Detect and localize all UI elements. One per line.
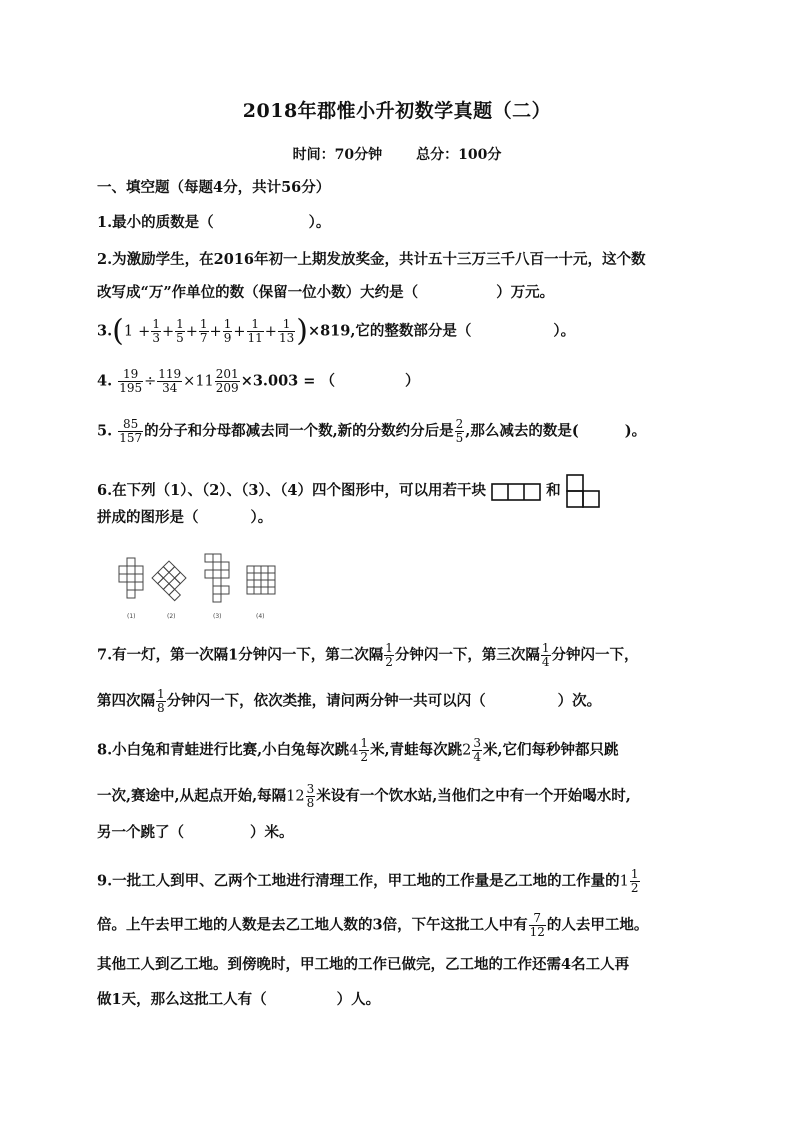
- plus-sign: +: [161, 323, 175, 340]
- fraction: $\frac{1}{4}$: [541, 641, 550, 669]
- fraction: $\frac{3}{4}$: [473, 736, 481, 764]
- fraction: $\frac{1}{11}$: [247, 317, 263, 345]
- q3-fraction-sum: [138, 317, 296, 345]
- fraction: $\frac{1}{2}$: [385, 641, 393, 669]
- fraction: $\frac{1}{2}$: [630, 867, 639, 895]
- question-2-line-2: 改写成“万”作单位的数（保留一位小数）大约是（ ）万元。: [97, 284, 555, 301]
- fraction: $\frac{19}{195}$: [119, 367, 143, 395]
- plus-sign: +: [264, 323, 277, 340]
- figure-2-label: (2): [167, 613, 176, 620]
- fraction: $\frac{3}{8}$: [306, 782, 315, 810]
- question-9-line-2: 倍。上午去甲工地的人数是去乙工地人数的3倍，下午这批工人中有 $\frac{7}{12}$ 的人去甲工地。: [97, 911, 649, 939]
- question-9-line-1: 9.一批工人到甲、乙两个工地进行清理工作，甲工地的工作量是乙工地的工作量的1 $\frac{1}{2}$: [97, 867, 639, 895]
- plus-sign: +: [209, 323, 222, 340]
- question-2-line-1: 2.为激励学生，在2016年初一上期发放奖金，共计五十三万三千八百一十元，这个数: [97, 251, 646, 268]
- question-7-line-1: 7.有一灯，第一次隔1分钟闪一下，第二次隔 $\frac{1}{2}$ 分钟闪一下，第三次隔 $\frac{1}{4}$ 分钟闪一下，: [97, 641, 639, 669]
- question-8-line-1: 8.小白兔和青蛙进行比赛,小白兔每次跳4 $\frac{1}{2}$ 米,青蛙每次跳2 $\frac{3}{4}$ 米,它们每秒钟都只跳: [97, 736, 619, 764]
- fraction: $\frac{7}{12}$: [529, 911, 545, 939]
- question-1: 1.最小的质数是（ ）。: [97, 214, 331, 231]
- fraction: $\frac{119}{34}$: [158, 367, 182, 395]
- l-shaped-tile-icon: [566, 474, 600, 508]
- time-limit: 时间：70分钟: [292, 147, 383, 163]
- question-7-line-2: 第四次隔 $\frac{1}{8}$ 分钟闪一下，依次类推，请问两分钟一共可以闪（ ）次。: [97, 687, 602, 715]
- question-9-line-3: 其他工人到乙工地。到傍晚时，甲工地的工作已做完，乙工地的工作还需4名工人再: [97, 956, 630, 973]
- question-5: 5. $\frac{85}{157}$ 的分子和分母都减去同一个数,新的分数约分后是 $\frac{2}{5}$ ,那么减去的数是( )。: [97, 417, 647, 445]
- question-8-line-3: 另一个跳了（ ）米。: [97, 824, 294, 841]
- figure-4: [247, 566, 275, 594]
- fraction: $\frac{201}{209}$: [215, 367, 239, 395]
- fraction: $\frac{1}{5}$: [176, 317, 184, 345]
- page-title: 2018年郡惟小升初数学真题（二）: [242, 100, 552, 122]
- question-3: 3.(1 + $\frac{1}{3}$ + $\frac{1}{5}$ + $\frac{1}{7}$ + $\frac{1}{9}$ + $\frac{1}{11}$ + $\frac{1}{13}$ )×819,它的整数部分是（ ）。: [97, 313, 576, 349]
- question-9-line-4: 做1天，那么这批工人有（ ）人。: [97, 991, 381, 1008]
- figure-3-label: (3): [213, 613, 222, 620]
- fraction: $\frac{2}{5}$: [455, 417, 464, 445]
- question-6-line-2: 拼成的图形是（ ）。: [97, 509, 273, 526]
- figure-1: [119, 558, 143, 598]
- figure-3: [205, 554, 229, 602]
- fraction: $\frac{1}{2}$: [360, 736, 369, 764]
- figure-4-label: (4): [256, 613, 265, 620]
- question-4: 4. $\frac{19}{195}$ ÷ $\frac{119}{34}$ ×11 $\frac{201}{209}$ ×3.003 = （ ）: [97, 367, 420, 395]
- question-6-line-1: 6.在下列（1）、（2）、（3）、（4）四个图形中，可以用若干块 和: [97, 474, 600, 508]
- fraction: $\frac{1}{7}$: [199, 317, 208, 345]
- fraction: $\frac{1}{9}$: [223, 317, 232, 345]
- fraction: $\frac{1}{3}$: [152, 317, 160, 345]
- figure-1-label: (1): [127, 613, 136, 620]
- fraction: $\frac{1}{8}$: [157, 687, 165, 715]
- q6-figures: [113, 552, 283, 628]
- section-heading: 一、填空题（每题4分，共计56分）: [97, 179, 331, 196]
- fraction: $\frac{1}{13}$: [278, 317, 295, 345]
- exam-meta: [0, 144, 794, 164]
- plus-sign: +: [185, 323, 198, 340]
- question-8-line-2: 一次,赛途中,从起点开始,每隔12 $\frac{3}{8}$ 米设有一个饮水站,当他们之中有一个开始喝水时,: [97, 782, 631, 810]
- figure-2: [152, 561, 192, 601]
- plus-sign: +: [138, 323, 151, 340]
- three-square-tile-icon: [491, 481, 541, 501]
- fraction: $\frac{85}{157}$: [119, 417, 143, 445]
- plus-sign: +: [233, 323, 246, 340]
- total-score: 总分：100分: [416, 147, 502, 163]
